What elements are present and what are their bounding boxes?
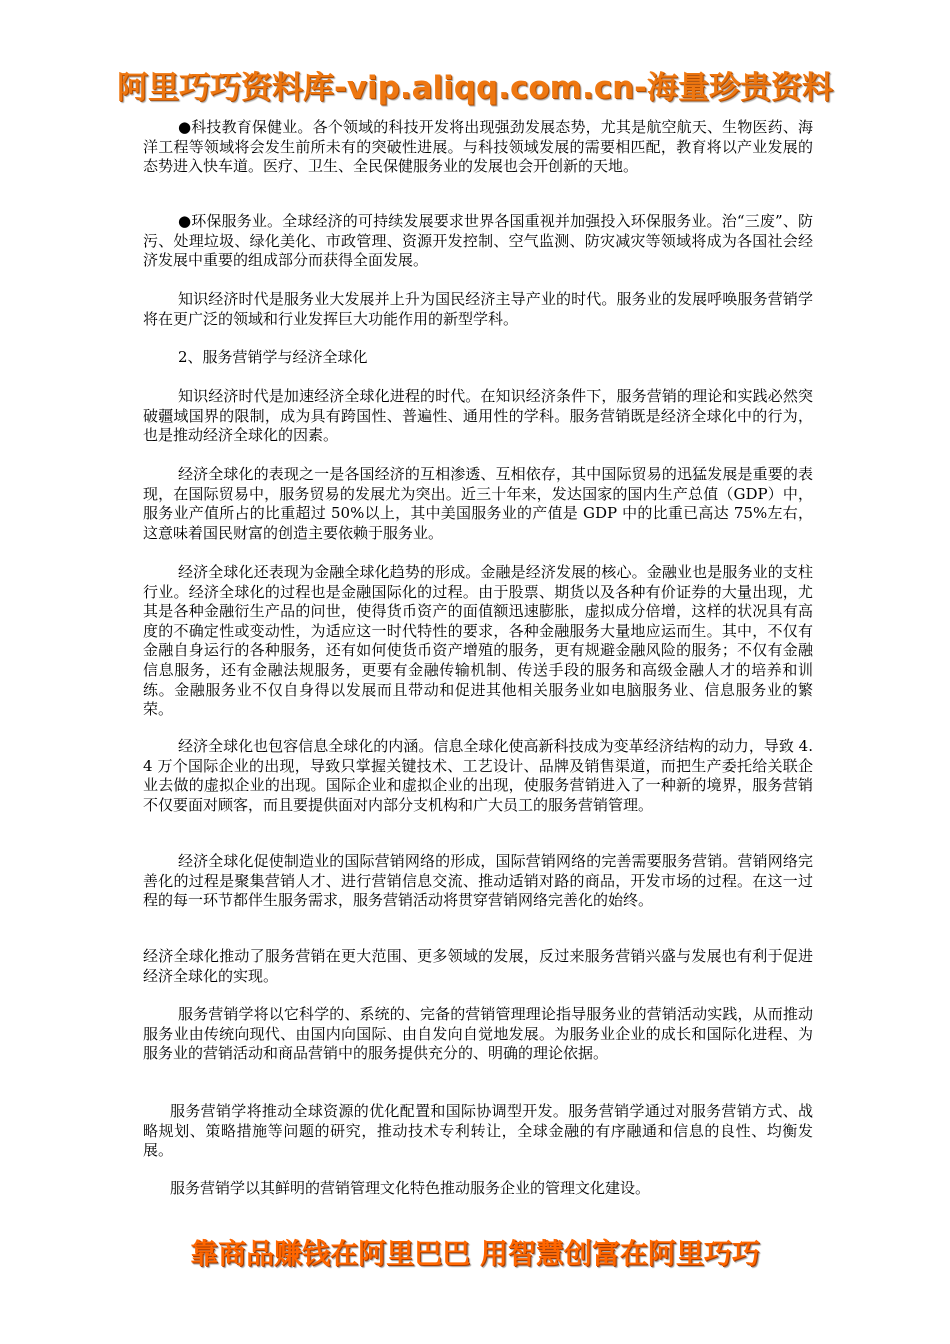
- paragraph-management-culture: 服务营销学以其鲜明的营销管理文化特色推动服务企业的管理文化建设。: [170, 1179, 651, 1197]
- paragraph-trade: 经济全球化的表现之一是各国经济的互相渗透、互相依存，其中国际贸易的迅猛发展是重要的表现，在国际贸易中，服务贸易的发展尤为突出。近三十年来，发达国家的国内生产总值（GDP）中，服务业产值所占的比重超过 50%以上，其中美国服务业的产值是 GDP 中的比重已高达 75%左右，这意味着国民财富的创造主要依赖于服务业。: [143, 465, 813, 542]
- paragraph-environmental-services: ●环保服务业。全球经济的可持续发展要求世界各国重视并加强投入环保服务业。治“三废”、防污、处理垃圾、绿化美化、市政管理、资源开发控制、空气监测、防灾减灾等领域将成为各国社会经济发展中重要的组成部分而获得全面发展。: [143, 212, 813, 270]
- footer-banner: 靠商品赚钱在阿里巴巴 用智慧创富在阿里巧巧: [190, 1237, 760, 1270]
- paragraph-theory-guidance: 服务营销学将以它科学的、系统的、完备的营销管理理论指导服务业的营销活动实践，从而推动服务业由传统向现代、由国内向国际、由自发向自觉地发展。为服务业企业的成长和国际化进程、为服务业的营销活动和商品营销中的服务提供充分的、明确的理论依据。: [143, 1005, 813, 1063]
- paragraph-finance: 经济全球化还表现为金融全球化趋势的形成。金融是经济发展的核心。金融业也是服务业的支柱行业。经济全球化的过程也是金融国际化的过程。由于股票、期货以及各种有价证券的大量出现，尤其是各种金融衍生产品的问世，使得货币资产的面值额迅速膨胀，虚拟成分倍增，这样的状况具有高度的不确定性或变动性，为适应这一时代特性的要求，各种金融服务大量地应运而生。其中，不仅有金融自身运行的各种服务，还有如何使货币资产增殖的服务，更有规避金融风险的服务；不仅有金融信息服务，还有金融法规服务，更要有金融传输机制、传送手段的服务和高级金融人才的培养和训练。金融服务业不仅自身得以发展而且带动和促进其他相关服务业如电脑服务业、信息服务业的繁荣。: [143, 563, 813, 719]
- header-banner: 阿里巧巧资料库-vip.aliqq.com.cn-海量珍贵资料: [116, 70, 834, 106]
- paragraph-knowledge-economy: 知识经济时代是服务业大发展并上升为国民经济主导产业的时代。服务业的发展呼唤服务营销学将在更广泛的领域和行业发挥巨大功能作用的新型学科。: [143, 290, 813, 328]
- paragraph-mutual-promotion: 经济全球化推动了服务营销在更大范围、更多领域的发展，反过来服务营销兴盛与发展也有利于促进经济全球化的实现。: [143, 947, 813, 985]
- section-heading-globalization: 2、服务营销学与经济全球化: [178, 348, 368, 366]
- paragraph-tech-education: ●科技教育保健业。各个领域的科技开发将出现强劲发展态势，尤其是航空航天、生物医药、海洋工程等领域将会发生前所未有的突破性进展。与科技领域发展的需要相匹配，教育将以产业发展的态势进入快车道。医疗、卫生、全民保健服务业的发展也会开创新的天地。: [143, 118, 813, 176]
- paragraph-resource-allocation: 服务营销学将推动全球资源的优化配置和国际协调型开发。服务营销学通过对服务营销方式、战略规划、策略措施等问题的研究，推动技术专利转让，全球金融的有序融通和信息的良性、均衡发展。: [143, 1102, 813, 1160]
- paragraph-manufacturing: 经济全球化促使制造业的国际营销网络的形成，国际营销网络的完善需要服务营销。营销网络完善化的过程是聚集营销人才、进行营销信息交流、推动适销对路的商品，开发市场的过程。在这一过程的每一环节都伴生服务需求，服务营销活动将贯穿营销网络完善化的始终。: [143, 852, 813, 910]
- paragraph-information: 经济全球化也包容信息全球化的内涵。信息全球化使高新科技成为变革经济结构的动力，导致 4.4 万个国际企业的出现，导致只掌握关键技术、工艺设计、品牌及销售渠道，而把生产委托给关联企业去做的虚拟企业的出现。国际企业和虚拟企业的出现，使服务营销进入了一种新的境界，服务营销不仅要面对顾客，而且要提供面对内部分支机构和广大员工的服务营销管理。: [143, 737, 813, 814]
- paragraph-globalization-intro: 知识经济时代是加速经济全球化进程的时代。在知识经济条件下，服务营销的理论和实践必然突破疆域国界的限制，成为具有跨国性、普遍性、通用性的学科。服务营销既是经济全球化中的行为，也是推动经济全球化的因素。: [143, 387, 813, 445]
